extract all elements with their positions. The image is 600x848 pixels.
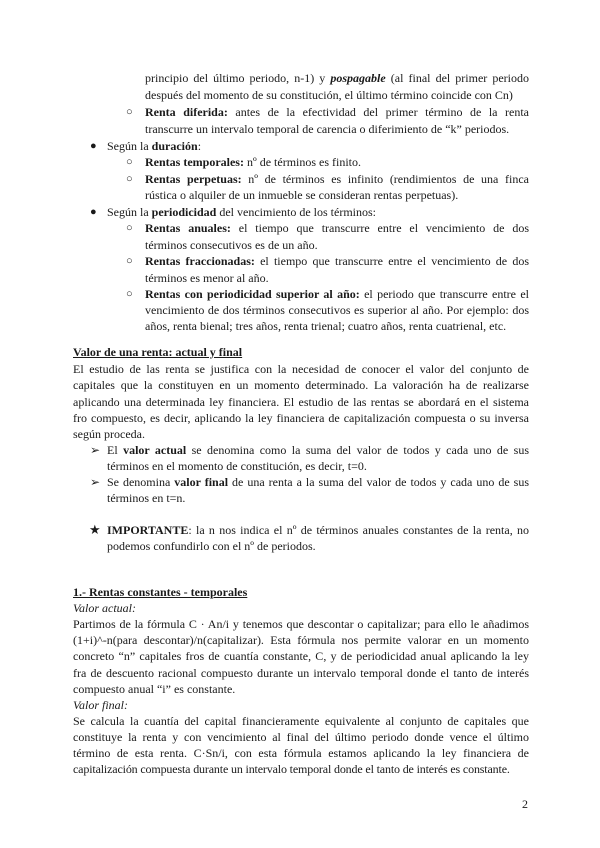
text-line: rústica o alquiler de un inmueble se consideran rentas perpetuas). [145, 188, 459, 202]
hollow-bullet-icon: ○ [126, 173, 133, 185]
hollow-bullet-icon: ○ [126, 106, 133, 118]
periodicidad-heading: Según la periodicidad del vencimiento de los términos: [107, 205, 376, 219]
paragraph-line: Partimos de la fórmula C · An/i y tenemos que descontar o capitalizar; para ello le añadimos [73, 617, 529, 631]
paragraph-line: capitalización compuesta durante un intervalo temporal donde el tanto de interés es constante. [73, 762, 510, 776]
paragraph-line: constituye la renta y con vencimiento al final del último periodo donde vence el último [73, 730, 529, 744]
rentas-perpetuas-item: Rentas perpetuas: nº de términos es infinito (rendimientos de una finca [145, 172, 530, 186]
subheading-valor-final: Valor final: [73, 698, 129, 712]
rentas-fraccionadas-item: Rentas fraccionadas: el tiempo que transcurre entre el vencimiento de dos [145, 254, 529, 268]
text-line: términos en el momento de constitución, es decir, t=0. [107, 459, 367, 473]
text-line: años, renta bienal; tres años, renta trienal; cuatro años, renta cuatrienal, etc. [145, 319, 507, 333]
page-number: 2 [522, 797, 528, 811]
hollow-bullet-icon: ○ [126, 288, 133, 300]
arrow-bullet-icon: ➢ [90, 443, 101, 457]
paragraph-line: El estudio de las renta se justifica con la necesidad de conocer el valor del conjunto de [73, 362, 529, 376]
rentas-anuales-item: Rentas anuales: el tiempo que transcurre entre el vencimiento de dos [145, 221, 529, 235]
rentas-temporales-item: Rentas temporales: nº de términos es finito. [145, 155, 362, 169]
subheading-valor-actual: Valor actual: [73, 601, 136, 615]
rentas-superior-item: Rentas con periodicidad superior al año: el periodo que transcurre entre el [145, 287, 529, 301]
paragraph-line: concreto “n” capitales fros de cuantía constante, C, y de periodicidad anual aplicando la ley [73, 649, 529, 663]
text-line: transcurre un intervalo temporal de carencia o diferimiento de “k” periodos. [145, 122, 510, 136]
duracion-heading: Según la duración: [107, 139, 202, 153]
star-icon: ★ [89, 522, 101, 537]
paragraph-line: término de esta renta. C·Sn/i, con esta fórmula estamos aplicando la ley financiera de [73, 746, 529, 760]
text-line: términos consecutivos es de un año. [145, 238, 318, 252]
paragraph-line: aplicando una determinada ley financiera. El estudio de las rentas se abordará en el sistema [73, 395, 529, 409]
paragraph-line: (1+i)^-n(para descontar)/n(capitalizar). Esta fórmula nos permite valorar en un momento [73, 633, 529, 647]
paragraph-line: compuesto anual “i” es constante. [73, 682, 236, 696]
hollow-bullet-icon: ○ [126, 156, 133, 168]
paragraph-line: fro compuesto, es decir, aplicando la ley financiera de capitalización compuesta o su inversa [73, 411, 529, 425]
section-heading-valor: Valor de una renta: actual y final [73, 345, 243, 359]
importante-note: IMPORTANTE: la n nos indica el nº de términos anuales constantes de la renta, no [107, 523, 529, 537]
paragraph-line: capitales que la constituyen en un momento determinado. La valoración ha de realizarse [73, 378, 529, 392]
valor-actual-item: El valor actual se denomina como la suma del valor de todos y cada uno de sus [107, 443, 529, 457]
paragraph-line: según proceda. [73, 427, 145, 441]
text-line: después del momento de su constitución, el último término coincide con Cn) [145, 88, 513, 102]
section-heading-rentas-constantes: 1.- Rentas constantes - temporales [73, 585, 248, 599]
filled-bullet-icon: ● [90, 206, 97, 218]
text-line: términos es menor al año. [145, 271, 269, 285]
text-line: principio del último periodo, n-1) y pospagable (al final del primer periodo [145, 71, 530, 85]
text-line: términos en t=n. [107, 491, 186, 505]
filled-bullet-icon: ● [90, 140, 97, 152]
text-line: podemos confundirlo con el nº de periodos. [107, 539, 316, 553]
paragraph-line: fra de descuento racional compuesto durante un intervalo temporal donde el tanto de interés [73, 666, 529, 680]
hollow-bullet-icon: ○ [126, 222, 133, 234]
paragraph-line: Se calcula la cuantía del capital financieramente equivalente al conjunto de capitales que [73, 714, 529, 728]
valor-final-item: Se denomina valor final de una renta a la suma del valor de todos y cada uno de sus [107, 475, 529, 489]
renta-diferida-item: Renta diferida: antes de la efectividad del primer término de la renta [145, 105, 529, 119]
arrow-bullet-icon: ➢ [90, 475, 101, 489]
text-line: vencimiento de dos términos consecutivos es superior al año. Por ejemplo: dos [145, 303, 529, 317]
hollow-bullet-icon: ○ [126, 255, 133, 267]
